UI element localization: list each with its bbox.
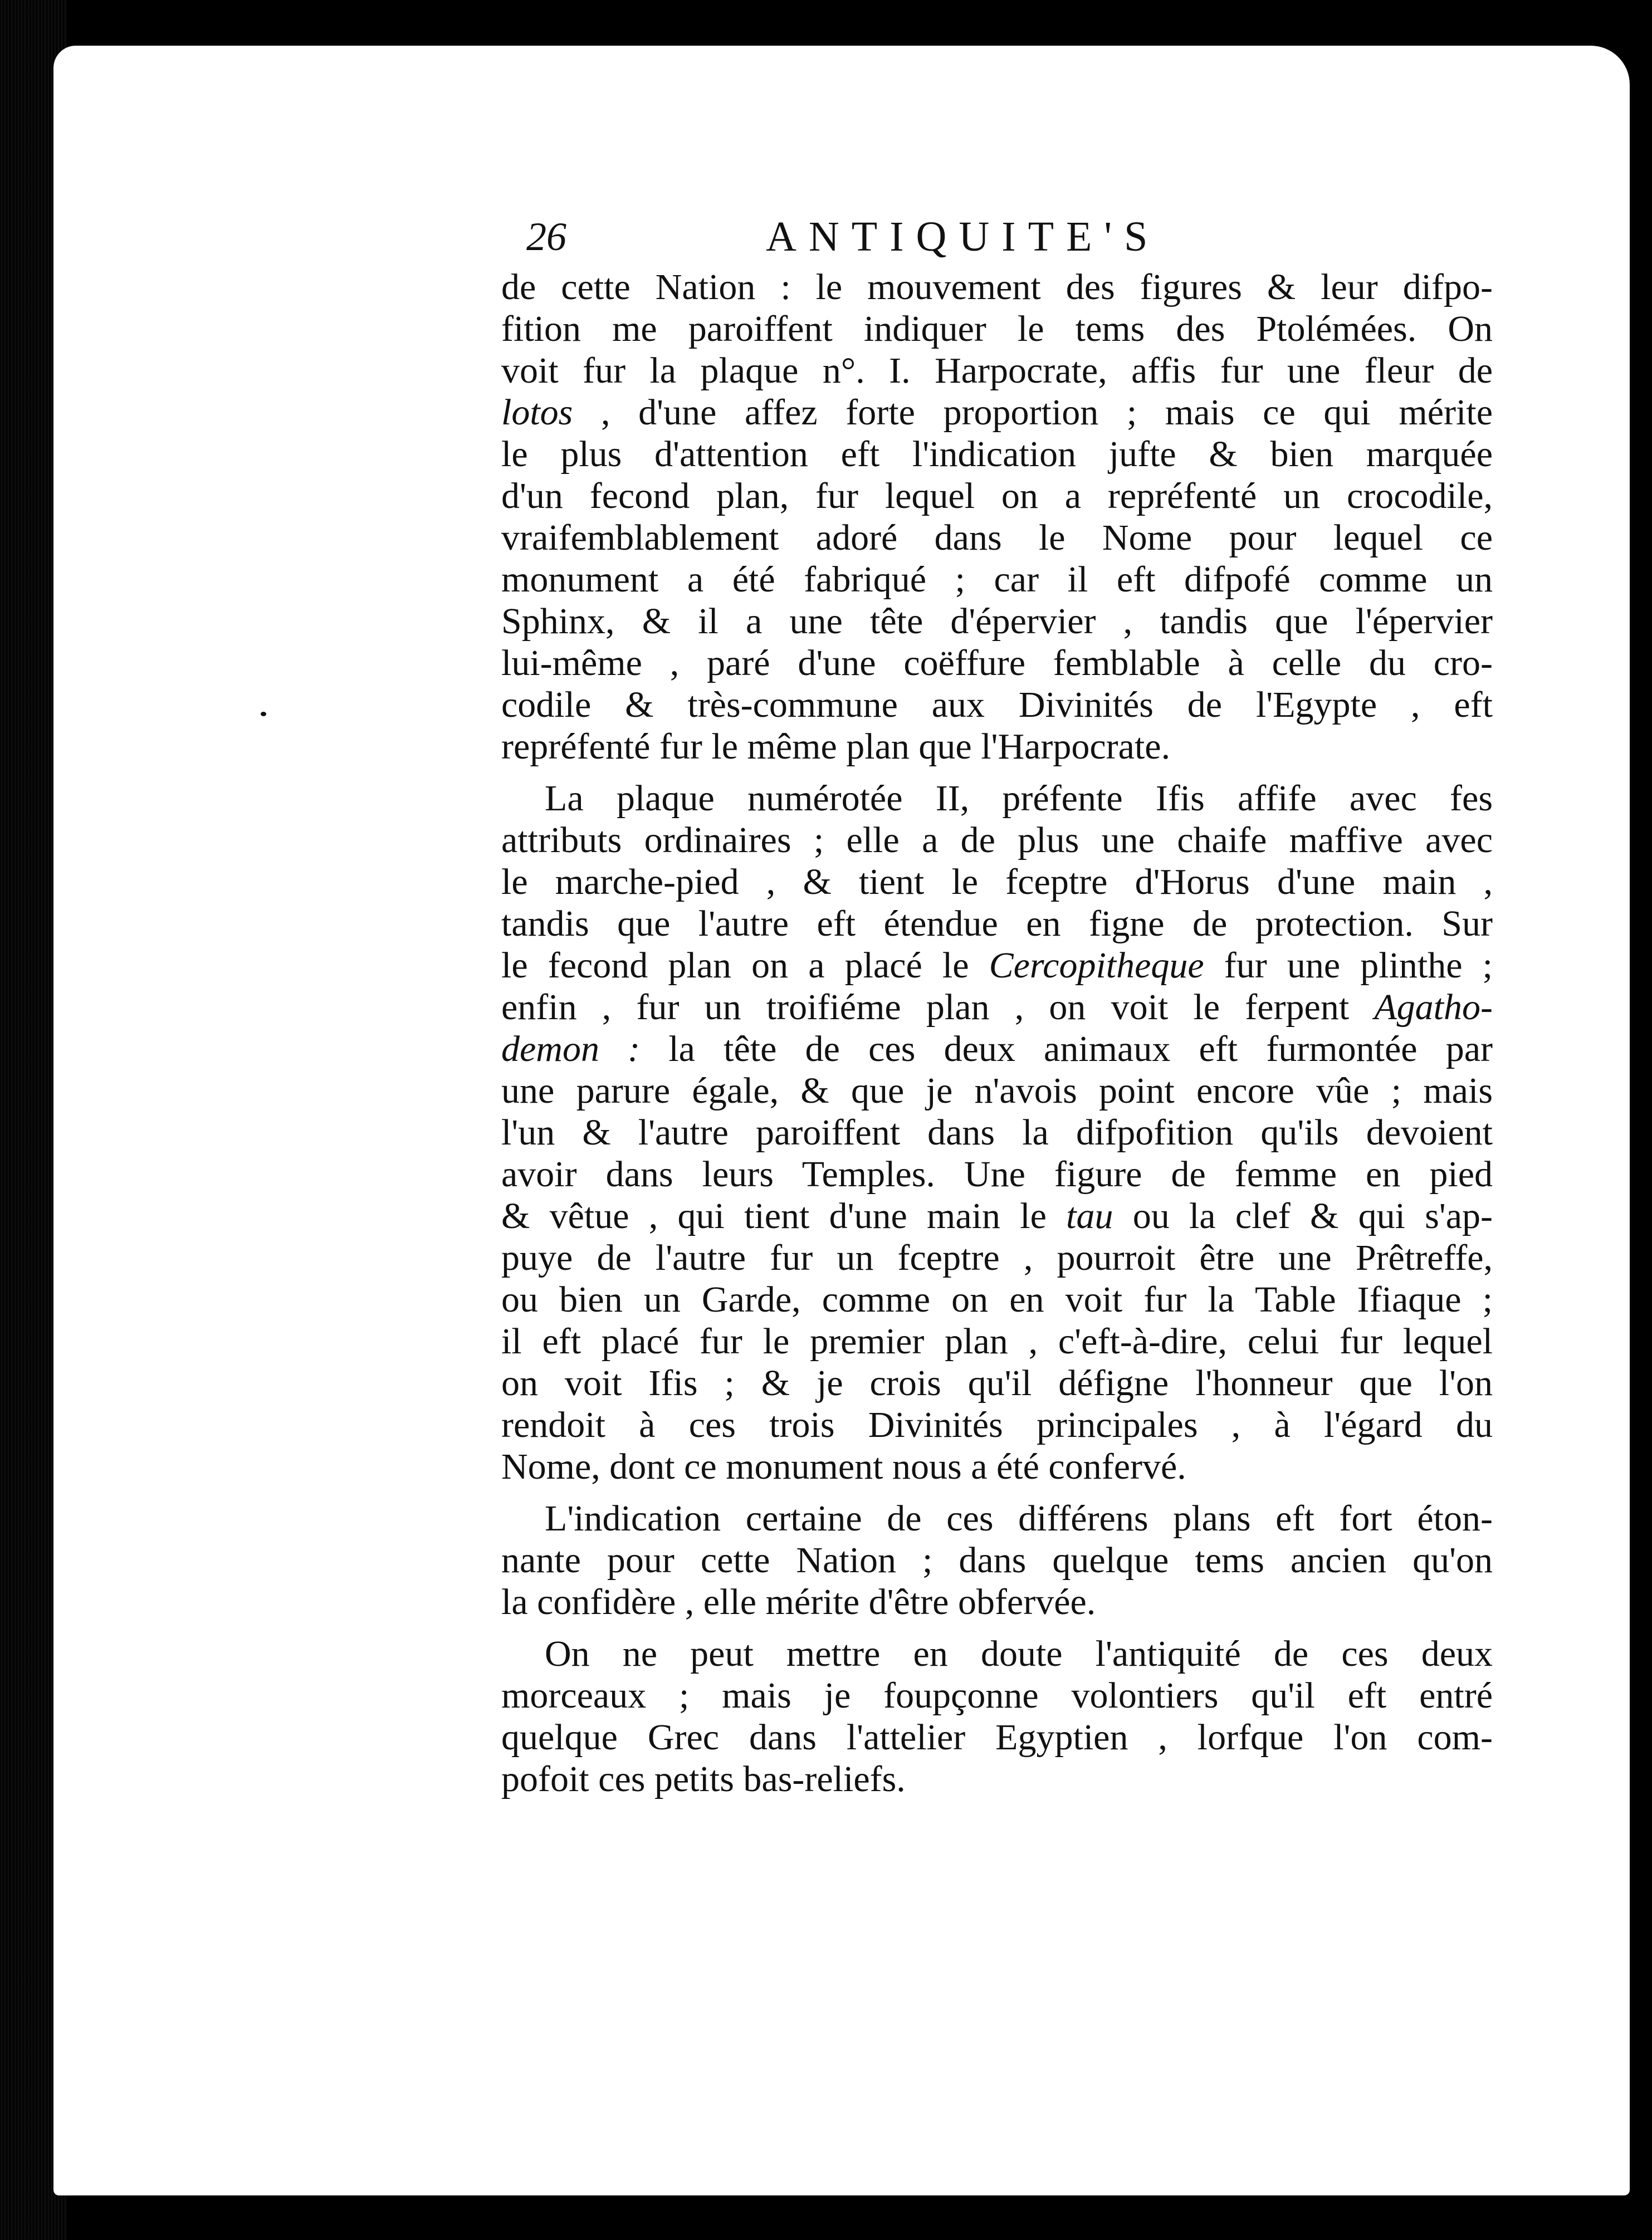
text-line — [501, 986, 1493, 1028]
text-line: repréfenté fur le même plan que l'Harpocrate. — [501, 726, 1171, 767]
text-line: le plus d'attention eft l'indication jufte & bien marquée — [501, 434, 1493, 475]
text-line: on voit Ifis ; & je crois qu'il défigne l'honneur que l'on — [501, 1363, 1493, 1403]
text-span: & vêtue , qui tient d'une main le — [501, 1196, 1067, 1236]
text-line: tandis que l'autre eft étendue en figne de protection. Sur — [501, 903, 1493, 944]
text-line: le marche-pied , & tient le fceptre d'Horus d'une main , — [501, 862, 1493, 902]
text-span: ou la clef & qui s'ap- — [1113, 1196, 1493, 1236]
text-line: fition me paroiffent indiquer le tems des Ptolémées. On — [501, 309, 1493, 349]
text-line: nante pour cette Nation ; dans quelque tems ancien qu'on — [501, 1540, 1493, 1581]
text-line — [501, 392, 1493, 433]
text-span: la tête de ces deux animaux eft furmontée par — [640, 1029, 1493, 1069]
text-line: quelque Grec dans l'attelier Egyptien , lorfque l'on com- — [501, 1717, 1493, 1758]
running-head — [526, 206, 1495, 267]
text-span: enfin , fur un troifiéme plan , on voit le ferpent — [501, 987, 1375, 1028]
text-line: avoir dans leurs Temples. Une figure de femme en pied — [501, 1154, 1493, 1195]
text-line: d'un fecond plan, fur lequel on a repréfenté un crocodile, — [501, 476, 1493, 516]
text-line: lui-même , paré d'une coëffure femblable à celle du cro- — [501, 643, 1493, 683]
text-span: , d'une affez forte proportion ; mais ce qui mérite — [573, 392, 1493, 433]
page-number: 26 — [526, 214, 566, 259]
italic-term: tau — [1066, 1196, 1113, 1236]
text-line: voit fur la plaque n°. I. Harpocrate, affis fur une fleur de — [501, 350, 1493, 391]
text-span: le fecond plan on a placé le — [501, 945, 989, 986]
ink-speck — [261, 712, 266, 716]
text-line — [501, 945, 1493, 986]
text-line: pofoit ces petits bas-reliefs. — [501, 1759, 906, 1799]
text-line: ou bien un Garde, comme on en voit fur la Table Ifiaque ; — [501, 1279, 1493, 1320]
italic-term: demon : — [501, 1029, 641, 1069]
text-line: Sphinx, & il a une tête d'épervier , tandis que l'épervier — [501, 601, 1493, 642]
text-line: la confidère , elle mérite d'être obfervée. — [501, 1582, 1096, 1622]
paragraph-start-line: L'indication certaine de ces différens plans eft fort éton- — [545, 1498, 1493, 1539]
text-line — [501, 1028, 1493, 1070]
text-line: il eft placé fur le premier plan , c'eft-à-dire, celui fur lequel — [501, 1321, 1493, 1362]
paragraph-start-line: La plaque numérotée II, préfente Ifis affife avec fes — [545, 778, 1493, 819]
italic-term: Cercopitheque — [989, 945, 1204, 986]
text-line: puye de l'autre fur un fceptre , pourroit être une Prêtreffe, — [501, 1238, 1493, 1278]
body-text — [501, 266, 1493, 1800]
running-title: ANTIQUITE'S — [766, 213, 1160, 260]
text-line: de cette Nation : le mouvement des figures & leur difpo- — [501, 267, 1493, 307]
text-line: rendoit à ces trois Divinités principales , à l'égard du — [501, 1405, 1493, 1445]
text-span: fur une plinthe ; — [1204, 945, 1493, 986]
text-line: attributs ordinaires ; elle a de plus une chaife maffive avec — [501, 820, 1493, 860]
text-line: l'un & l'autre paroiffent dans la difpofition qu'ils devoient — [501, 1112, 1493, 1153]
text-line: monument a été fabriqué ; car il eft difpofé comme un — [501, 559, 1493, 600]
italic-term: lotos — [501, 392, 573, 433]
italic-term: Agatho- — [1374, 987, 1493, 1028]
text-line: Nome, dont ce monument nous a été confervé. — [501, 1446, 1186, 1487]
text-line: une parure égale, & que je n'avois point encore vûe ; mais — [501, 1070, 1493, 1111]
text-line: vraifemblablement adoré dans le Nome pour lequel ce — [501, 517, 1493, 558]
text-line: codile & très-commune aux Divinités de l'Egypte , eft — [501, 684, 1493, 725]
text-line — [501, 1195, 1493, 1237]
text-line: morceaux ; mais je foupçonne volontiers qu'il eft entré — [501, 1675, 1493, 1716]
paragraph-start-line: On ne peut mettre en doute l'antiquité de ces deux — [545, 1633, 1493, 1674]
